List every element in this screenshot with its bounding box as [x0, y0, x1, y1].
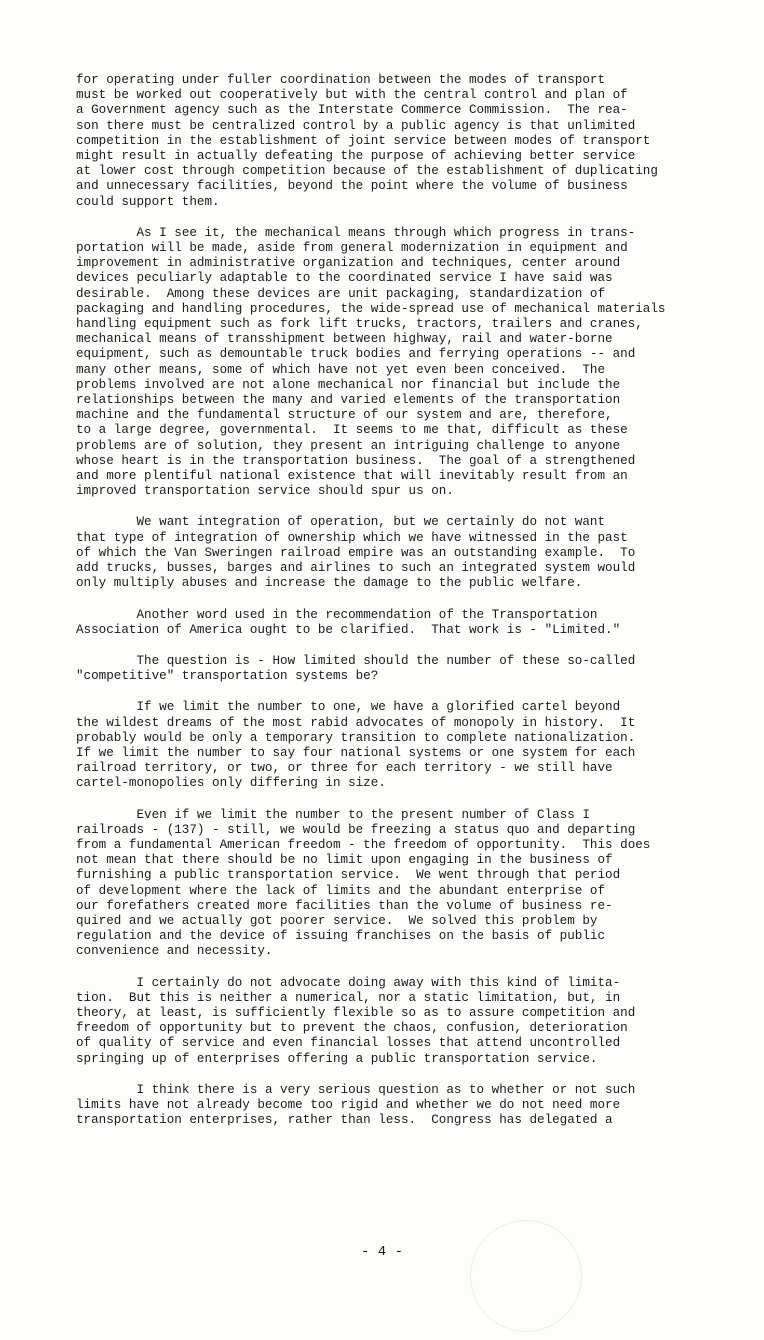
page-number: - 4 -	[360, 1244, 403, 1260]
paragraph-mechanical-means: As I see it, the mechanical means through which progress in trans- portation will be made, aside from general modernization in equipment and improvement in administrative organization and techniques, center around devices peculiarly adaptable to the coordinated service I have said was desirable. Among these devices are unit packaging, standardization of packaging and handling procedures, the wide-spread use of mechanical materials handling equipment such as fork lift trucks, tractors, trailers and cranes, mechanical means of transshipment between highway, rail and water-borne equipment, such as demountable truck bodies and ferrying operations -- and many other means, some of which have not yet even been conceived. The problems involved are not alone mechanical nor financial but include the relationships between the many and varied elements of the transportation machine and the fundamental structure of our system and are, therefore, to a large degree, governmental. It seems to me that, difficult as these problems are of solution, they present an intriguing challenge to anyone whose heart is in the transportation business. The goal of a strengthened and more plentiful national existence that will inevitably result from an improved transportation service should spur us on.	[76, 225, 666, 499]
paragraph-coordination-control: for operating under fuller coordination between the modes of transport must be worked out cooperatively but with the central control and plan of a Government agency such as the Interstate Commerce Commission. The rea- son there must be centralized control by a public agency is that unlimited competition in the establishment of joint service between modes of transport might result in actually defeating the purpose of achieving better service at lower cost through competition because of the establishment of duplicating and unnecessary facilities, beyond the point where the volume of business could support them.	[76, 73, 658, 209]
paragraph-limit-to-one: If we limit the number to one, we have a glorified cartel beyond the wildest dreams of the most rabid advocates of monopoly in history. It probably would be only a temporary transition to complete nationalization. If we limit the number to say four national systems or one system for each railroad territory, or two, or three for each territory - we still have cartel-monopolies only differing in size.	[76, 700, 636, 791]
paragraph-class-i-railroads: Even if we limit the number to the present number of Class I railroads - (137) - still, we would be freezing a status quo and departing from a fundamental American freedom - the freedom of opportunity. This does not mean that there should be no limit upon engaging in the business of furnishing a public transportation service. We went through that period of development where the lack of limits and the abundant enterprise of our forefathers created more facilities than the volume of business re- quired and we actually got poorer service. We solved this problem by regulation and the device of issuing franchises on the basis of public convenience and necessity.	[76, 807, 651, 959]
paragraph-rigid-limits-question: I think there is a very serious question as to whether or not such limits have not already become too rigid and whether we do not need more transportation enterprises, rather than less. Congress has delegated a	[76, 1082, 636, 1128]
paragraph-limited-word: Another word used in the recommendation of the Transportation Association of America ought to be clarified. That work is - "Limited."	[76, 607, 621, 637]
faded-stamp-mark	[470, 1220, 582, 1332]
paragraph-limitation-advocacy: I certainly do not advocate doing away with this kind of limita- tion. But this is neither a numerical, nor a static limitation, but, in theory, at least, is sufficiently flexible so as to assure competition and freedom of opportunity but to prevent the chaos, confusion, deterioration of quality of service and even financial losses that attend uncontrolled springing up of enterprises offering a public transportation service.	[76, 975, 636, 1066]
paragraph-integration-operation: We want integration of operation, but we certainly do not want that type of integration of ownership which we have witnessed in the past of which the Van Sweringen railroad empire was an outstanding example. To add trucks, busses, barges and airlines to such an integrated system would only multiply abuses and increase the damage to the public welfare.	[76, 515, 636, 591]
document-body	[76, 73, 706, 1144]
paragraph-how-limited-question: The question is - How limited should the number of these so-called "competitive" transportation systems be?	[76, 653, 636, 684]
